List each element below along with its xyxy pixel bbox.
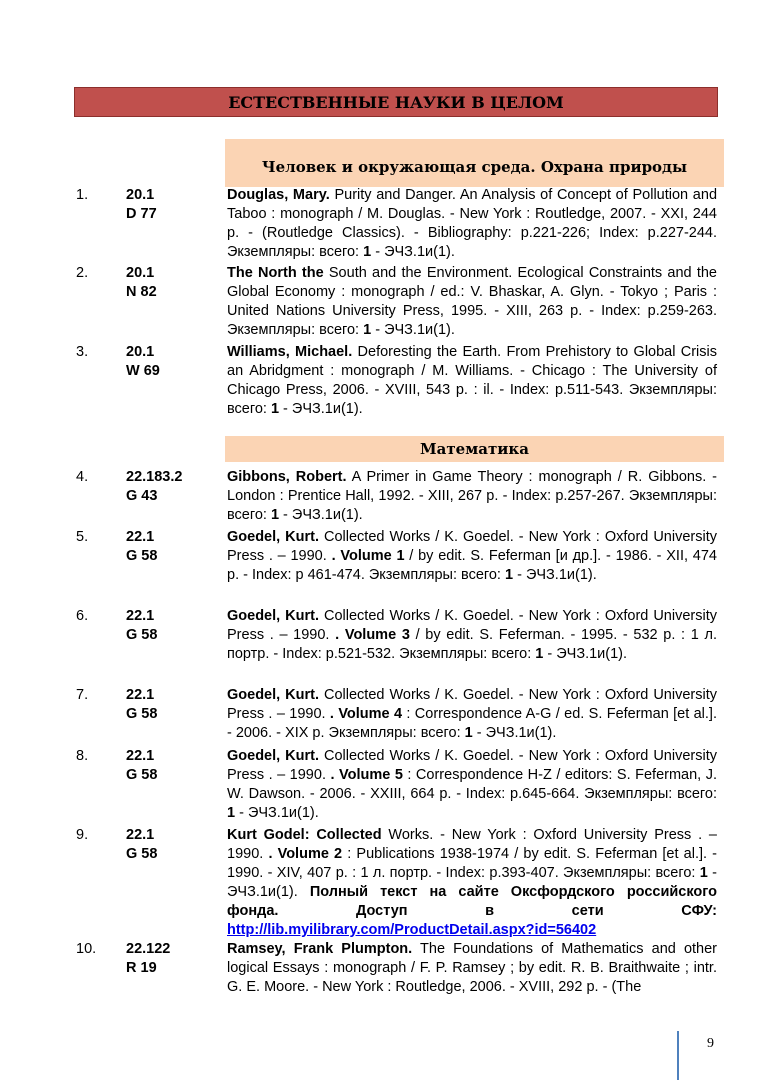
cutter-code: N 82	[126, 284, 157, 300]
entry-shelfmark	[126, 940, 170, 978]
class-code: 22.183.2	[126, 469, 183, 485]
entry-text: Works. - New York : Oxford University Press . – 1990.	[227, 827, 717, 862]
entry-description	[227, 264, 717, 340]
class-code: 22.1	[126, 687, 155, 703]
entry-text-bold: . Volume 4	[329, 706, 403, 722]
page-number: 9	[707, 1036, 714, 1051]
entry-description	[227, 186, 717, 262]
entry-text: : Correspondence A-G / ed. S. Feferman [et al.]. - 2006. - XIX p. Экземпляры: всего:	[227, 706, 717, 741]
fulltext-link[interactable]: http://lib.myilibrary.com/ProductDetail.aspx?id=56402	[227, 922, 597, 938]
entry-number: 9.	[76, 827, 89, 843]
entry-number: 2.	[76, 265, 89, 281]
entry-text: Collected Works / K. Goedel. - New York : Oxford University Press . – 1990.	[227, 687, 717, 722]
entry-text: Purity and Danger. An Analysis of Concept of Pollution and Taboo : monograph / M. Douglas. - New York : Routledge, 2007. - XXI, 244 p. - (Routledge Classics). - Bibliography: p.221-226; Index: p.227-244. Экземпляры: всего:	[227, 187, 718, 260]
entry-shelfmark	[126, 826, 157, 864]
cutter-code: G 58	[126, 767, 158, 783]
section-header-mathematics	[225, 436, 724, 462]
entry-description	[227, 607, 717, 664]
entry-shelfmark	[126, 468, 182, 506]
entry-text-bold: Ramsey, Frank Plumpton.	[227, 941, 413, 957]
entry-text: - ЭЧЗ.1и(1).	[279, 401, 363, 417]
entry-description	[227, 940, 717, 997]
cutter-code: G 58	[126, 548, 158, 564]
section-header-environment	[225, 139, 724, 187]
entry-text-bold: 1	[227, 805, 236, 821]
entry-text-bold: . Volume 1	[331, 548, 405, 564]
entry-description	[227, 686, 717, 743]
main-section-banner	[74, 87, 718, 117]
entry-text-bold: The North the	[227, 265, 324, 281]
entry-text: A Primer in Game Theory : monograph / R. Gibbons. - London : Prentice Hall, 1992. - XIII, 267 p. - Index: p.257-267. Экземпляры: всего:	[227, 469, 717, 523]
entry-text-bold: 1	[270, 401, 280, 417]
entry-text-bold: 1	[464, 725, 473, 741]
entry-shelfmark	[126, 747, 157, 785]
entry-shelfmark	[126, 186, 157, 224]
entry-text: The Foundations of Mathematics and other logical Essays : monograph / F. P. Ramsey ; by edit. R. B. Braithwaite ; intr. G. E. Moore. - New York : Routledge, 2006. - XVIII, 292 p. - (The	[227, 941, 717, 995]
entry-number: 3.	[76, 344, 89, 360]
entry-text: Deforesting the Earth. From Prehistory to Global Crisis an Abridgment : monograph / M. Williams. - Chicago : The University of Chicago Press, 2006. - XVIII, 543 p. : il. - Index: p.511-543. Экземпляры: всего:	[227, 344, 718, 417]
entry-number: 8.	[76, 748, 89, 764]
entry-text-bold: Goedel, Kurt.	[227, 608, 320, 624]
main-section-title: ЕСТЕСТВЕННЫЕ НАУКИ В ЦЕЛОМ	[228, 92, 564, 112]
cutter-code: G 58	[126, 706, 158, 722]
entry-description	[227, 528, 717, 585]
class-code: 22.122	[126, 941, 171, 957]
class-code: 22.1	[126, 529, 155, 545]
class-code: 20.1	[126, 187, 155, 203]
entry-number: 6.	[76, 608, 89, 624]
entry-text: / by edit. S. Feferman [и др.]. - 1986. - XII, 474 p. - Index: p 461-474. Экземпляры: всего:	[227, 548, 717, 583]
cutter-code: D 77	[126, 206, 157, 222]
entry-description	[227, 468, 717, 525]
entry-text: South and the Environment. Ecological Constraints and the Global Economy : monograph / ed.: V. Bhaskar, A. Glyn. - Tokyo ; Paris : United Nations University Press, 1995. - XIII, 263 p. - Index: p.259-263. Экземпляры: всего:	[227, 265, 717, 338]
entry-shelfmark	[126, 528, 157, 566]
entry-text: Collected Works / K. Goedel. - New York : Oxford University Press . – 1990.	[227, 748, 717, 783]
entry-text: Collected Works / K. Goedel. - New York : Oxford University Press . – 1990.	[227, 529, 717, 564]
entry-number: 1.	[76, 187, 89, 203]
entry-text-bold: 1	[699, 865, 708, 881]
entry-text: : Correspondence H-Z / editors: S. Feferman, J. W. Dawson. - 2006. - XXIII, 664 p. - Index: p.645-664. Экземпляры: всего:	[227, 767, 717, 802]
entry-text-bold: Douglas, Mary.	[227, 187, 330, 203]
entry-shelfmark	[126, 343, 160, 381]
class-code: 22.1	[126, 827, 155, 843]
cutter-code: G 43	[126, 488, 158, 504]
entry-number: 4.	[76, 469, 89, 485]
entry-text: - ЭЧЗ.1и(1).	[371, 244, 455, 260]
entry-number: 7.	[76, 687, 89, 703]
entry-text-bold: 1	[270, 507, 280, 523]
entry-text: : Publications 1938-1974 / by edit. S. Feferman [et al.]. - 1990. - XIV, 407 p. : 1 л. портр. - Index: p.393-407. Экземпляры: всего:	[227, 846, 717, 881]
footer-divider	[677, 1031, 679, 1080]
entry-text-bold: Kurt Godel: Collected	[227, 827, 382, 843]
entry-text: - ЭЧЗ.1и(1).	[371, 322, 455, 338]
entry-shelfmark	[126, 686, 157, 724]
entry-number: 10.	[76, 941, 97, 957]
entry-text: - ЭЧЗ.1и(1).	[279, 507, 363, 523]
cutter-code: G 58	[126, 627, 158, 643]
section-title: Математика	[420, 440, 529, 458]
cutter-code: G 58	[126, 846, 158, 862]
entry-number: 5.	[76, 529, 89, 545]
class-code: 22.1	[126, 608, 155, 624]
entry-text-bold: . Volume 3	[335, 627, 410, 643]
entry-text: - ЭЧЗ.1и(1).	[543, 646, 628, 662]
entry-text: - ЭЧЗ.1и(1).	[227, 865, 718, 900]
entry-text: - ЭЧЗ.1и(1).	[513, 567, 597, 583]
entry-text: Collected Works / K. Goedel. - New York : Oxford University Press . – 1990.	[227, 608, 717, 643]
entry-text-bold: Полный текст на сайте Оксфордского российского фонда. Доступ в сети СФУ:	[227, 884, 717, 919]
entry-text-bold: 1	[535, 646, 544, 662]
class-code: 20.1	[126, 265, 155, 281]
entry-text-bold: . Volume 5	[330, 767, 403, 783]
entry-text-bold: Williams, Michael.	[227, 344, 353, 360]
entry-text: / by edit. S. Feferman. - 1995. - 532 p. : 1 л. портр. - Index: p.521-532. Экземпляры: всего:	[227, 627, 717, 662]
entry-shelfmark	[126, 607, 157, 645]
entry-text: - ЭЧЗ.1и(1).	[235, 805, 319, 821]
entry-text-bold: 1	[363, 244, 372, 260]
entry-text-bold: Goedel, Kurt.	[227, 687, 320, 703]
class-code: 22.1	[126, 748, 155, 764]
entry-description	[227, 826, 717, 940]
entry-text-bold: Gibbons, Robert.	[227, 469, 347, 485]
entry-description	[227, 343, 717, 419]
entry-text-bold: Goedel, Kurt.	[227, 748, 320, 764]
entry-text: - ЭЧЗ.1и(1).	[472, 725, 557, 741]
entry-description	[227, 747, 717, 823]
entry-text-bold: 1	[363, 322, 372, 338]
cutter-code: W 69	[126, 363, 160, 379]
section-title: Человек и окружающая среда. Охрана природы	[261, 158, 688, 176]
entry-text-bold: 1	[504, 567, 514, 583]
entry-text-bold: Goedel, Kurt.	[227, 529, 320, 545]
class-code: 20.1	[126, 344, 155, 360]
entry-shelfmark	[126, 264, 157, 302]
entry-text-bold: . Volume 2	[268, 846, 343, 862]
cutter-code: R 19	[126, 960, 157, 976]
